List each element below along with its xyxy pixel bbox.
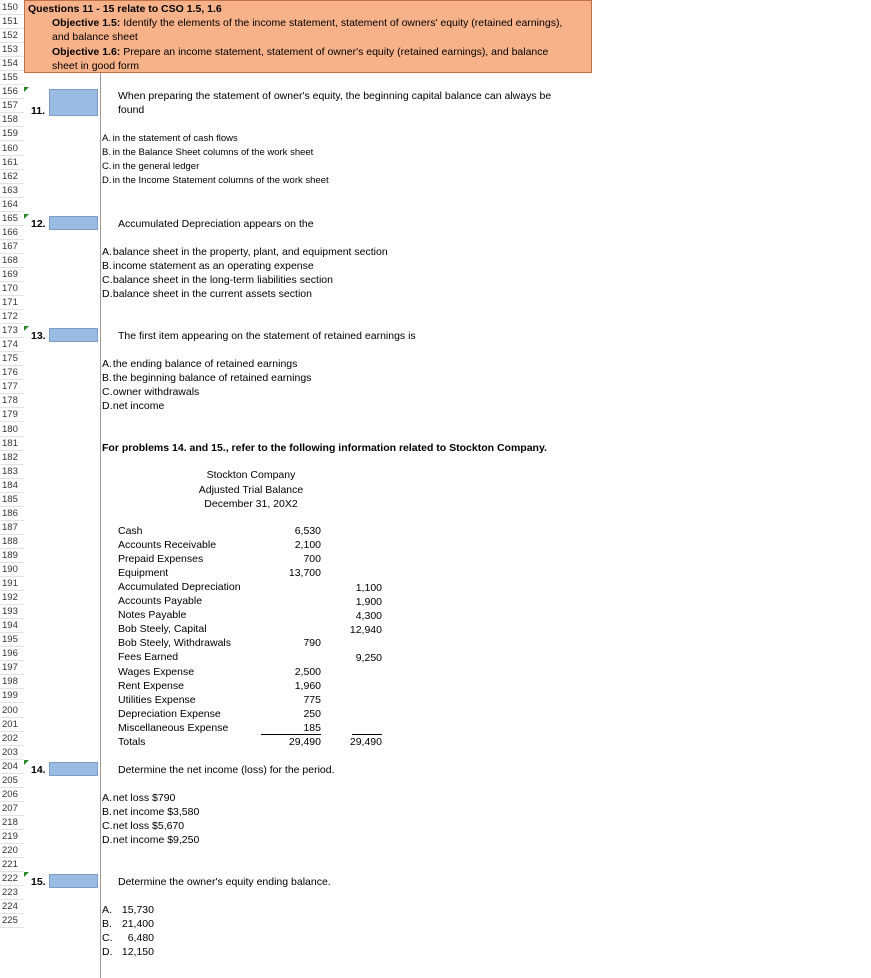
row-gridline <box>0 618 24 619</box>
option-d: D. net income <box>102 400 165 412</box>
tb-date: December 31, 20X2 <box>204 498 298 510</box>
row-number[interactable]: 166 <box>2 226 18 238</box>
option-b: B. the beginning balance of retained earnings <box>102 372 312 384</box>
header-title: Questions 11 - 15 relate to CSO 1.5, 1.6 <box>28 3 222 15</box>
row-number[interactable]: 199 <box>2 690 18 702</box>
row-gridline <box>0 393 24 394</box>
row-gridline <box>0 28 24 29</box>
problems-intro: For problems 14. and 15., refer to the following information related to Stockton Company. <box>102 442 547 454</box>
option-a: A. net loss $790 <box>102 792 176 804</box>
row-gridline <box>0 56 24 57</box>
row-gridline <box>0 646 24 647</box>
tb-debit: 2,500 <box>294 665 321 678</box>
tb-credit: 12,940 <box>349 624 382 637</box>
tb-account: Accumulated Depreciation <box>118 581 241 594</box>
row-gridline <box>0 464 24 465</box>
tb-debit: 250 <box>303 707 321 720</box>
row-gridline <box>0 267 24 268</box>
row-gridline <box>0 787 24 788</box>
row-gridline <box>0 436 24 437</box>
row-gridline <box>0 576 24 577</box>
tb-account: Rent Expense <box>118 679 184 692</box>
row-number[interactable]: 164 <box>2 198 18 210</box>
row-number[interactable]: 151 <box>2 16 18 28</box>
row-number[interactable]: 150 <box>2 2 18 13</box>
option-d: D. net income $9,250 <box>102 834 200 846</box>
row-gridline <box>0 506 24 507</box>
row-number[interactable]: 185 <box>2 493 18 505</box>
row-gridline <box>0 759 24 760</box>
option-b: B. net income $3,580 <box>102 806 200 818</box>
tb-credit: 9,250 <box>355 652 382 665</box>
row-gridline <box>0 801 24 802</box>
row-number[interactable]: 157 <box>2 100 18 112</box>
row-gridline <box>0 183 24 184</box>
row-number[interactable]: 204 <box>2 760 18 772</box>
row-gridline <box>0 421 24 422</box>
row-number[interactable]: 182 <box>2 451 18 463</box>
row-gridline <box>0 843 24 844</box>
row-number[interactable]: 175 <box>2 353 18 365</box>
comment-indicator <box>24 872 29 877</box>
row-number[interactable]: 161 <box>2 156 18 168</box>
option-d: D. balance sheet in the current assets section <box>102 288 312 300</box>
row-number[interactable]: 200 <box>2 704 18 716</box>
row-number[interactable]: 170 <box>2 283 18 294</box>
question-number: 14. <box>31 764 46 776</box>
tb-account: Bob Steely, Capital <box>118 623 207 636</box>
row-gridline <box>0 197 24 198</box>
answer-cell-12[interactable] <box>49 216 98 230</box>
tb-debit: 790 <box>303 637 321 650</box>
row-number[interactable]: 190 <box>2 564 18 575</box>
tb-account: Bob Steely, Withdrawals <box>118 637 232 650</box>
question-text: Accumulated Depreciation appears on the <box>118 218 314 230</box>
row-number[interactable]: 202 <box>2 732 18 744</box>
tb-debit: 1,960 <box>294 679 321 692</box>
row-gridline <box>0 253 24 254</box>
row-number[interactable]: 172 <box>2 311 18 323</box>
tb-credit: 29,490 <box>349 735 382 748</box>
row-gridline <box>0 295 24 296</box>
row-number[interactable]: 201 <box>2 718 18 730</box>
row-number[interactable]: 184 <box>2 479 18 491</box>
row-number[interactable]: 152 <box>2 30 18 42</box>
question-text-cont: found <box>118 104 145 116</box>
row-number[interactable]: 168 <box>2 254 18 266</box>
row-gridline <box>0 885 24 886</box>
row-number[interactable]: 220 <box>2 845 18 856</box>
option-a: A. the ending balance of retained earnings <box>102 358 298 370</box>
row-gridline <box>0 478 24 479</box>
option-d: D. 12,150 <box>102 946 154 958</box>
objective-1-5: Objective 1.5: Identify the elements of the income statement, statement of owners' equity (retained earnings), <box>52 17 563 29</box>
option-a: A. balance sheet in the property, plant, and equipment section <box>102 246 388 258</box>
row-gridline <box>0 562 24 563</box>
row-number[interactable]: 203 <box>2 746 18 758</box>
option-c: C. balance sheet in the long-term liabilities section <box>102 274 333 286</box>
tb-account: Depreciation Expense <box>118 707 221 720</box>
option-c: C. owner withdrawals <box>102 386 200 398</box>
row-gridline <box>0 84 24 85</box>
row-gridline <box>0 225 24 226</box>
row-number[interactable]: 158 <box>2 114 18 126</box>
row-number[interactable]: 197 <box>2 662 18 674</box>
row-number[interactable]: 191 <box>2 578 18 590</box>
tb-debit: 29,490 <box>288 735 321 748</box>
row-gridline <box>0 169 24 170</box>
row-gridline <box>0 674 24 675</box>
row-number[interactable]: 169 <box>2 268 18 280</box>
row-gridline <box>0 745 24 746</box>
row-gridline <box>0 211 24 212</box>
row-gridline <box>0 70 24 71</box>
option-d: D. in the Income Statement columns of the work sheet <box>102 175 329 186</box>
row-gridline <box>0 309 24 310</box>
answer-cell-11[interactable] <box>49 89 98 116</box>
tb-debit: 700 <box>303 553 321 566</box>
tb-account: Wages Expense <box>118 665 195 678</box>
row-number[interactable]: 195 <box>2 634 18 646</box>
question-number: 15. <box>31 876 46 888</box>
row-gridline <box>0 140 24 141</box>
row-gridline <box>0 688 24 689</box>
tb-debit: 185 <box>261 722 321 735</box>
tb-credit: 1,900 <box>355 596 382 609</box>
row-number[interactable]: 171 <box>2 297 18 309</box>
objectives-header <box>24 0 592 73</box>
row-gridline <box>0 14 24 15</box>
comment-indicator <box>24 87 29 92</box>
row-number[interactable]: 174 <box>2 339 18 351</box>
tb-account: Equipment <box>118 567 169 580</box>
tb-credit: 1,100 <box>355 582 382 595</box>
row-number[interactable]: 173 <box>2 325 18 337</box>
row-number-column <box>0 0 22 978</box>
row-number[interactable]: 219 <box>2 830 18 842</box>
row-gridline <box>0 126 24 127</box>
question-text: When preparing the statement of owner's equity, the beginning capital balance can always be <box>118 90 552 102</box>
row-number[interactable]: 218 <box>2 816 18 828</box>
tb-account: Accounts Payable <box>118 595 203 608</box>
row-gridline <box>0 239 24 240</box>
row-gridline <box>0 731 24 732</box>
tb-debit: 13,700 <box>288 567 321 580</box>
row-number[interactable]: 162 <box>2 170 18 182</box>
question-text: Determine the net income (loss) for the period. <box>118 764 335 776</box>
row-gridline <box>0 773 24 774</box>
row-gridline <box>0 281 24 282</box>
row-number[interactable]: 154 <box>2 58 18 70</box>
row-number[interactable]: 160 <box>2 142 18 154</box>
tb-debit: 775 <box>303 693 321 706</box>
row-number[interactable]: 163 <box>2 184 18 196</box>
row-gridline <box>0 351 24 352</box>
row-gridline <box>0 42 24 43</box>
row-number[interactable]: 196 <box>2 648 18 660</box>
row-gridline <box>0 520 24 521</box>
tb-credit <box>352 722 382 735</box>
question-number: 12. <box>31 218 46 230</box>
row-gridline <box>0 155 24 156</box>
row-number[interactable]: 159 <box>2 128 18 140</box>
row-number[interactable]: 207 <box>2 802 18 814</box>
tb-account: Miscellaneous Expense <box>118 721 229 734</box>
objective-1-6: Objective 1.6: Prepare an income statement, statement of owner's equity (retained earnings), and balance <box>52 46 549 58</box>
row-number[interactable]: 156 <box>2 86 18 98</box>
row-gridline <box>0 98 24 99</box>
row-gridline <box>0 365 24 366</box>
row-gridline <box>0 913 24 914</box>
tb-account: Notes Payable <box>118 609 187 622</box>
row-gridline <box>0 407 24 408</box>
row-gridline <box>0 548 24 549</box>
tb-account: Utilities Expense <box>118 693 196 706</box>
row-gridline <box>0 857 24 858</box>
row-number[interactable]: 177 <box>2 381 18 393</box>
row-gridline <box>0 717 24 718</box>
tb-debit: 6,530 <box>294 525 321 537</box>
question-number: 13. <box>31 330 46 342</box>
row-number[interactable]: 165 <box>2 212 18 224</box>
row-number[interactable]: 167 <box>2 240 18 252</box>
row-number[interactable]: 181 <box>2 437 18 449</box>
tb-title: Adjusted Trial Balance <box>198 484 304 496</box>
tb-account: Cash <box>118 525 143 537</box>
row-number[interactable]: 187 <box>2 521 18 533</box>
row-number[interactable]: 179 <box>2 409 18 421</box>
row-gridline <box>0 815 24 816</box>
question-text: Determine the owner's equity ending balance. <box>118 876 331 888</box>
answer-cell-13[interactable] <box>49 328 98 342</box>
row-gridline <box>0 604 24 605</box>
option-a: A. 15,730 <box>102 904 154 916</box>
row-number[interactable]: 194 <box>2 620 18 632</box>
row-number[interactable]: 198 <box>2 676 18 688</box>
tb-account: Totals <box>118 735 146 748</box>
option-c: C. in the general ledger <box>102 161 200 172</box>
row-number[interactable]: 224 <box>2 901 18 913</box>
tb-account: Accounts Receivable <box>118 539 217 552</box>
option-c: C. net loss $5,670 <box>102 820 185 832</box>
row-gridline <box>0 337 24 338</box>
row-gridline <box>0 829 24 830</box>
option-b: B. income statement as an operating expense <box>102 260 314 272</box>
column-divider <box>100 0 101 978</box>
option-b: B. 21,400 <box>102 918 154 930</box>
row-gridline <box>0 927 24 928</box>
row-gridline <box>0 492 24 493</box>
option-a: A. in the statement of cash flows <box>102 133 238 144</box>
option-b: B. in the Balance Sheet columns of the work sheet <box>102 147 314 158</box>
row-gridline <box>0 379 24 380</box>
row-gridline <box>0 702 24 703</box>
row-gridline <box>0 450 24 451</box>
row-number[interactable]: 186 <box>2 507 18 519</box>
row-number[interactable]: 206 <box>2 788 18 800</box>
row-number[interactable]: 189 <box>2 549 18 561</box>
row-number[interactable]: 183 <box>2 465 18 477</box>
row-number[interactable]: 192 <box>2 592 18 604</box>
question-text: The first item appearing on the statement of retained earnings is <box>118 330 416 342</box>
row-gridline <box>0 660 24 661</box>
row-number[interactable]: 222 <box>2 873 18 885</box>
row-number[interactable]: 178 <box>2 395 18 407</box>
row-number[interactable]: 188 <box>2 535 18 547</box>
row-gridline <box>0 632 24 633</box>
comment-indicator <box>24 326 29 331</box>
answer-cell-15[interactable] <box>49 874 98 888</box>
tb-debit: 2,100 <box>294 539 321 552</box>
row-number[interactable]: 221 <box>2 859 18 871</box>
tb-account: Fees Earned <box>118 651 179 664</box>
objective-1-5-cont: and balance sheet <box>52 31 138 43</box>
answer-cell-14[interactable] <box>49 762 98 776</box>
comment-indicator <box>24 214 29 219</box>
row-number[interactable]: 153 <box>2 44 18 56</box>
tb-account: Prepaid Expenses <box>118 553 204 566</box>
row-gridline <box>0 899 24 900</box>
tb-credit: 4,300 <box>355 610 382 623</box>
row-number[interactable]: 225 <box>2 915 18 927</box>
row-gridline <box>0 112 24 113</box>
row-gridline <box>0 534 24 535</box>
row-gridline <box>0 871 24 872</box>
row-number[interactable]: 176 <box>2 367 18 379</box>
objective-1-6-cont: sheet in good form <box>52 60 139 72</box>
row-gridline <box>0 590 24 591</box>
row-number[interactable]: 193 <box>2 606 18 618</box>
row-number[interactable]: 223 <box>2 887 18 899</box>
tb-company: Stockton Company <box>206 469 296 481</box>
row-number[interactable]: 180 <box>2 423 18 435</box>
question-number: 11. <box>31 105 46 117</box>
option-c: C. 6,480 <box>102 932 154 944</box>
row-number[interactable]: 205 <box>2 774 18 786</box>
row-gridline <box>0 323 24 324</box>
comment-indicator <box>24 760 29 765</box>
row-number[interactable]: 155 <box>2 72 18 84</box>
